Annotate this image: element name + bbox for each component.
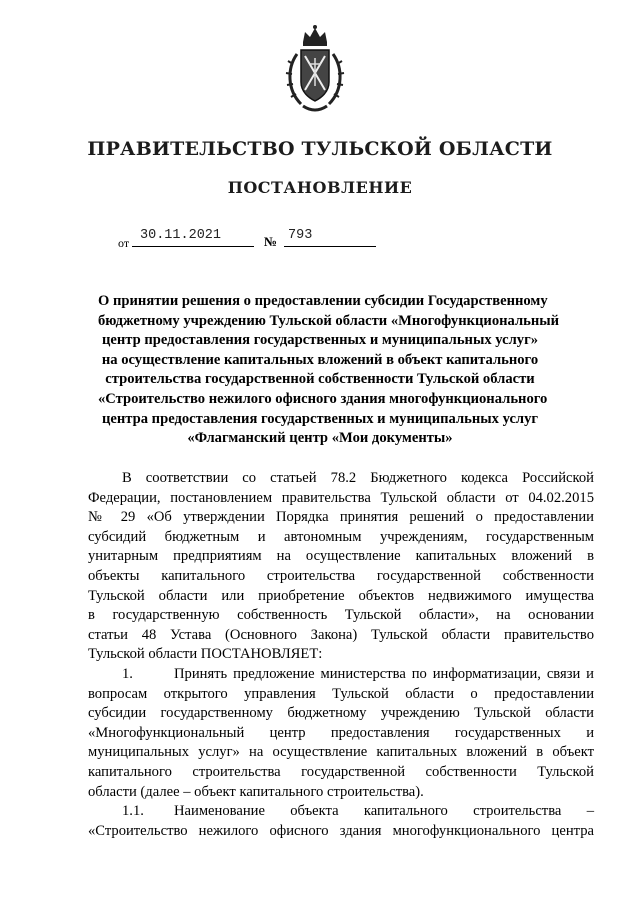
clause-number: 1.1. [122, 803, 144, 820]
clause-line: области (далее – объект капитального строительства). [88, 783, 424, 800]
document-type: ПОСТАНОВЛЕНИЕ [227, 178, 413, 197]
heading-line: центр предоставления государственных и муниципальных услуг» [101, 332, 539, 349]
heading-line: «Строительство нежилого офисного здания многофункционального [98, 390, 548, 407]
clause-line: «Многофункциональный центр предоставления государственных и [88, 724, 594, 741]
preamble-line: Тульской области ПОСТАНОВЛЯЕТ: [88, 646, 323, 663]
clause-number: 1. [122, 665, 133, 682]
heading-line: на осуществление капитальных вложений в объект капитального [101, 351, 539, 368]
clause-1-first-line [88, 665, 594, 685]
preamble-line: Тульской области или приобретение объектов недвижимого имущества [88, 587, 594, 604]
preamble-line: статьи 48 Устава (Основного Закона) Тульской области правительство [88, 626, 594, 643]
government-title: ПРАВИТЕЛЬСТВО ТУЛЬСКОЙ ОБЛАСТИ [87, 138, 553, 160]
preamble-line: субсидий бюджетным и автономным учреждениям, государственным [88, 528, 594, 545]
document-body [88, 469, 594, 841]
number-underline [284, 246, 376, 247]
preamble-line: Федерации, постановлением правительства Тульской области от 04.02.2015 [88, 489, 594, 506]
number-prefix: № [264, 234, 278, 249]
preamble-line: № 29 «Об утверждении Порядка принятия решений о предоставлении [88, 509, 594, 526]
clause-text: Наименование объекта капитального строительства – [174, 803, 594, 820]
clause-1-1-first-line [88, 802, 594, 822]
heading-line: строительства государственной собственности Тульской области [105, 371, 535, 388]
document-date: 30.11.2021 [140, 228, 222, 243]
preamble-line: объекты капитального строительства государственной собственности [88, 567, 594, 584]
clause-text: Принять предложение министерства по информатизации, связи и [174, 665, 594, 682]
clause-line: субсидии государственному бюджетному учреждению Тульской области [88, 705, 594, 722]
document-heading [98, 292, 560, 449]
clause-line: «Строительство нежилого офисного здания многофункционального центра [88, 822, 594, 839]
heading-line: бюджетному учреждению Тульской области «Многофункциональный [98, 312, 560, 329]
heading-line: О принятии решения о предоставлении субсидии Государственному [98, 293, 548, 309]
preamble-line: В соответствии со статьей 78.2 Бюджетного кодекса Российской [122, 470, 594, 486]
clause-line: вопросам открытого управления Тульской области о предоставлении [88, 685, 594, 702]
clause-line: капитального строительства государственной собственности Тульской [88, 763, 594, 780]
date-prefix: от [118, 236, 130, 250]
date-underline [132, 246, 254, 247]
document-number: 793 [288, 228, 313, 243]
preamble-line: в государственную собственность Тульской области», на основании [88, 607, 594, 624]
tula-coat-of-arms-icon [283, 24, 347, 116]
heading-line: центра предоставления государственных и муниципальных услуг [101, 410, 539, 427]
clause-line: муниципальных услуг» на осуществление капитальных вложений в объект [88, 744, 594, 761]
heading-line: «Флагманский центр «Мои документы» [187, 430, 453, 447]
preamble-line: унитарным предприятиям на осуществление капитальных вложений в [88, 548, 594, 565]
document-meta [118, 228, 388, 250]
